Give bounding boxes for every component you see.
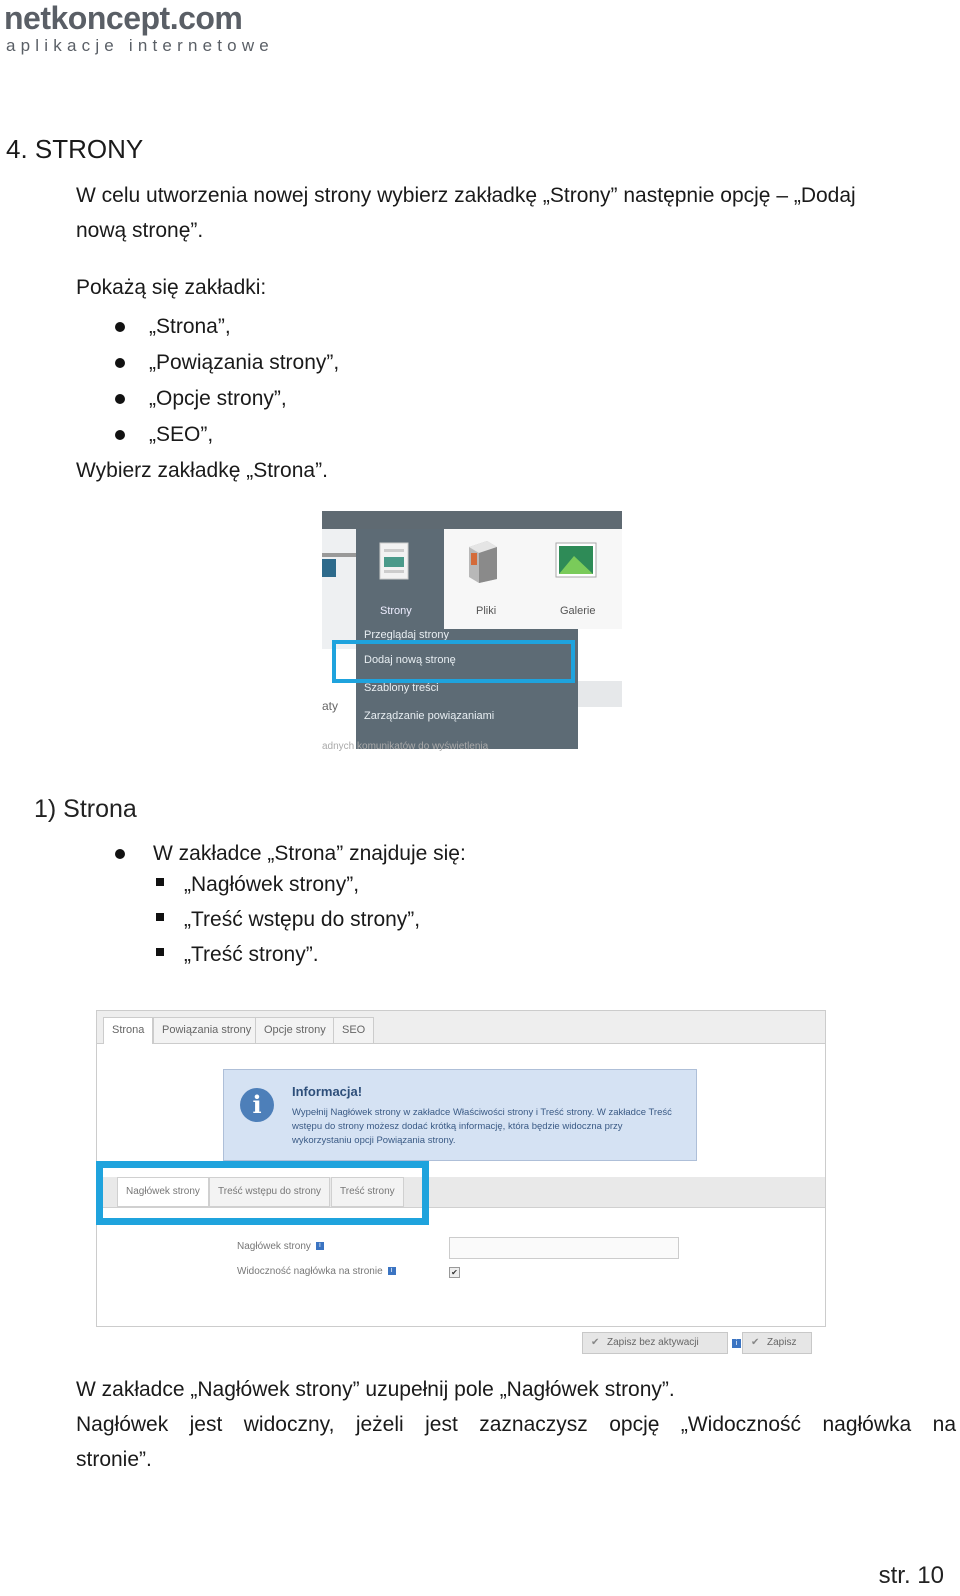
- menu-item-browse[interactable]: Przeglądaj strony: [364, 629, 449, 641]
- outro-line-3: stronie”.: [76, 1448, 152, 1471]
- tab-item: „SEO”,: [149, 423, 214, 446]
- subsection-item: „Treść wstępu do strony”,: [184, 908, 421, 931]
- info-text: Wypełnij Nagłówek strony w zakładce Właściwości strony i Treść strony. W zakładce Treść wstępu do strony możesz dodać krótką informację, która będzie widoczna przy wykorzystaniu opcji Powiązania strony.: [292, 1107, 672, 1146]
- field-label-text: Nagłówek strony: [237, 1241, 311, 1252]
- button-label: Zapisz: [767, 1337, 797, 1348]
- help-icon[interactable]: i: [316, 1242, 324, 1250]
- tabs-intro: Pokażą się zakładki:: [76, 276, 267, 299]
- screenshot-left-panel: [322, 529, 357, 649]
- subtab-tresc[interactable]: Treść strony: [331, 1177, 404, 1207]
- page-number: str. 10: [878, 1562, 944, 1589]
- tab-label-strony: Strony: [380, 605, 412, 617]
- screenshot-stripe: [322, 553, 356, 557]
- menu-item-add-page[interactable]: Dodaj nową stronę: [364, 654, 456, 666]
- subsection-item: „Nagłówek strony”,: [184, 873, 360, 896]
- square-bullet-icon: [156, 948, 164, 956]
- bullet-icon: [115, 358, 125, 368]
- section-title: 4. STRONY: [6, 134, 144, 164]
- screenshot-right-bar: [578, 681, 622, 707]
- bullet-icon: [115, 394, 125, 404]
- tab-label-pliki[interactable]: Pliki: [476, 605, 497, 617]
- logo-subtitle: aplikacje internetowe: [6, 36, 274, 55]
- save-without-activation-button[interactable]: [582, 1332, 728, 1354]
- pages-icon: [378, 541, 412, 581]
- subsection-item: „Treść strony”.: [184, 943, 319, 966]
- outro-line-1: W zakładce „Nagłówek strony” uzupełnij pole „Nagłówek strony”.: [76, 1378, 675, 1401]
- tab-item: „Powiązania strony”,: [149, 351, 340, 374]
- tab-strona[interactable]: Strona: [103, 1017, 153, 1044]
- square-bullet-icon: [156, 913, 164, 921]
- menu-item-templates[interactable]: Szablony treści: [364, 682, 439, 694]
- subsection-title: 1) Strona: [34, 795, 137, 823]
- subtab-naglowek[interactable]: Nagłówek strony: [117, 1177, 209, 1207]
- highlight-frame: [96, 1161, 429, 1225]
- info-box: [223, 1069, 697, 1161]
- logo-title: netkoncept.com: [4, 0, 243, 36]
- info-title: Informacja!: [292, 1084, 363, 1099]
- screenshot-left-text: aty: [322, 699, 339, 713]
- highlight-frame: [332, 640, 575, 683]
- check-icon: ✔: [751, 1337, 760, 1348]
- info-icon: i: [240, 1088, 274, 1122]
- form-screenshot: [96, 1010, 826, 1358]
- gallery-icon: [554, 541, 598, 581]
- bullet-icon: [115, 849, 125, 859]
- menu-screenshot: [322, 511, 622, 767]
- field-label-widocznosc: [237, 1266, 396, 1277]
- subtab-tresc-wstepu[interactable]: Treść wstępu do strony: [209, 1177, 330, 1207]
- button-label: Zapisz bez aktywacji: [607, 1337, 699, 1348]
- screenshot-bottom-text: adnych komunikatów do wyświetlenia: [322, 741, 489, 752]
- intro-line-2: nową stronę”.: [76, 219, 204, 242]
- square-bullet-icon: [156, 878, 164, 886]
- field-label-text: Widoczność nagłówka na stronie: [237, 1266, 383, 1277]
- choose-text: Wybierz zakładkę „Strona”.: [76, 459, 328, 482]
- files-icon: [465, 539, 499, 579]
- bullet-icon: [115, 430, 125, 440]
- help-icon[interactable]: i: [388, 1267, 396, 1275]
- intro-line-1: W celu utworzenia nowej strony wybierz zakładkę „Strony” następnie opcję – „Dodaj: [76, 184, 856, 207]
- tab-label-galerie[interactable]: Galerie: [560, 605, 596, 617]
- outro-line-2: Nagłówek jest widoczny, jeżeli jest zaznaczysz opcję „Widoczność nagłówka na: [76, 1413, 956, 1436]
- bullet-icon: [115, 322, 125, 332]
- help-icon[interactable]: i: [732, 1339, 741, 1348]
- tab-powiazania[interactable]: Powiązania strony: [153, 1017, 260, 1043]
- naglowek-input[interactable]: [449, 1237, 679, 1259]
- menu-item-relations[interactable]: Zarządzanie powiązaniami: [364, 710, 495, 722]
- save-button[interactable]: [742, 1332, 812, 1354]
- screenshot-topbar: [322, 511, 622, 529]
- tab-item: „Opcje strony”,: [149, 387, 287, 410]
- screenshot-stripe: [322, 559, 336, 577]
- widocznosc-checkbox[interactable]: ✔: [449, 1267, 460, 1278]
- field-label-naglowek: [237, 1241, 324, 1252]
- tab-opcje[interactable]: Opcje strony: [255, 1017, 335, 1043]
- subsection-bullet: W zakładce „Strona” znajduje się:: [153, 842, 466, 865]
- check-icon: ✔: [591, 1337, 600, 1348]
- tab-seo[interactable]: SEO: [333, 1017, 374, 1043]
- tab-item: „Strona”,: [149, 315, 231, 338]
